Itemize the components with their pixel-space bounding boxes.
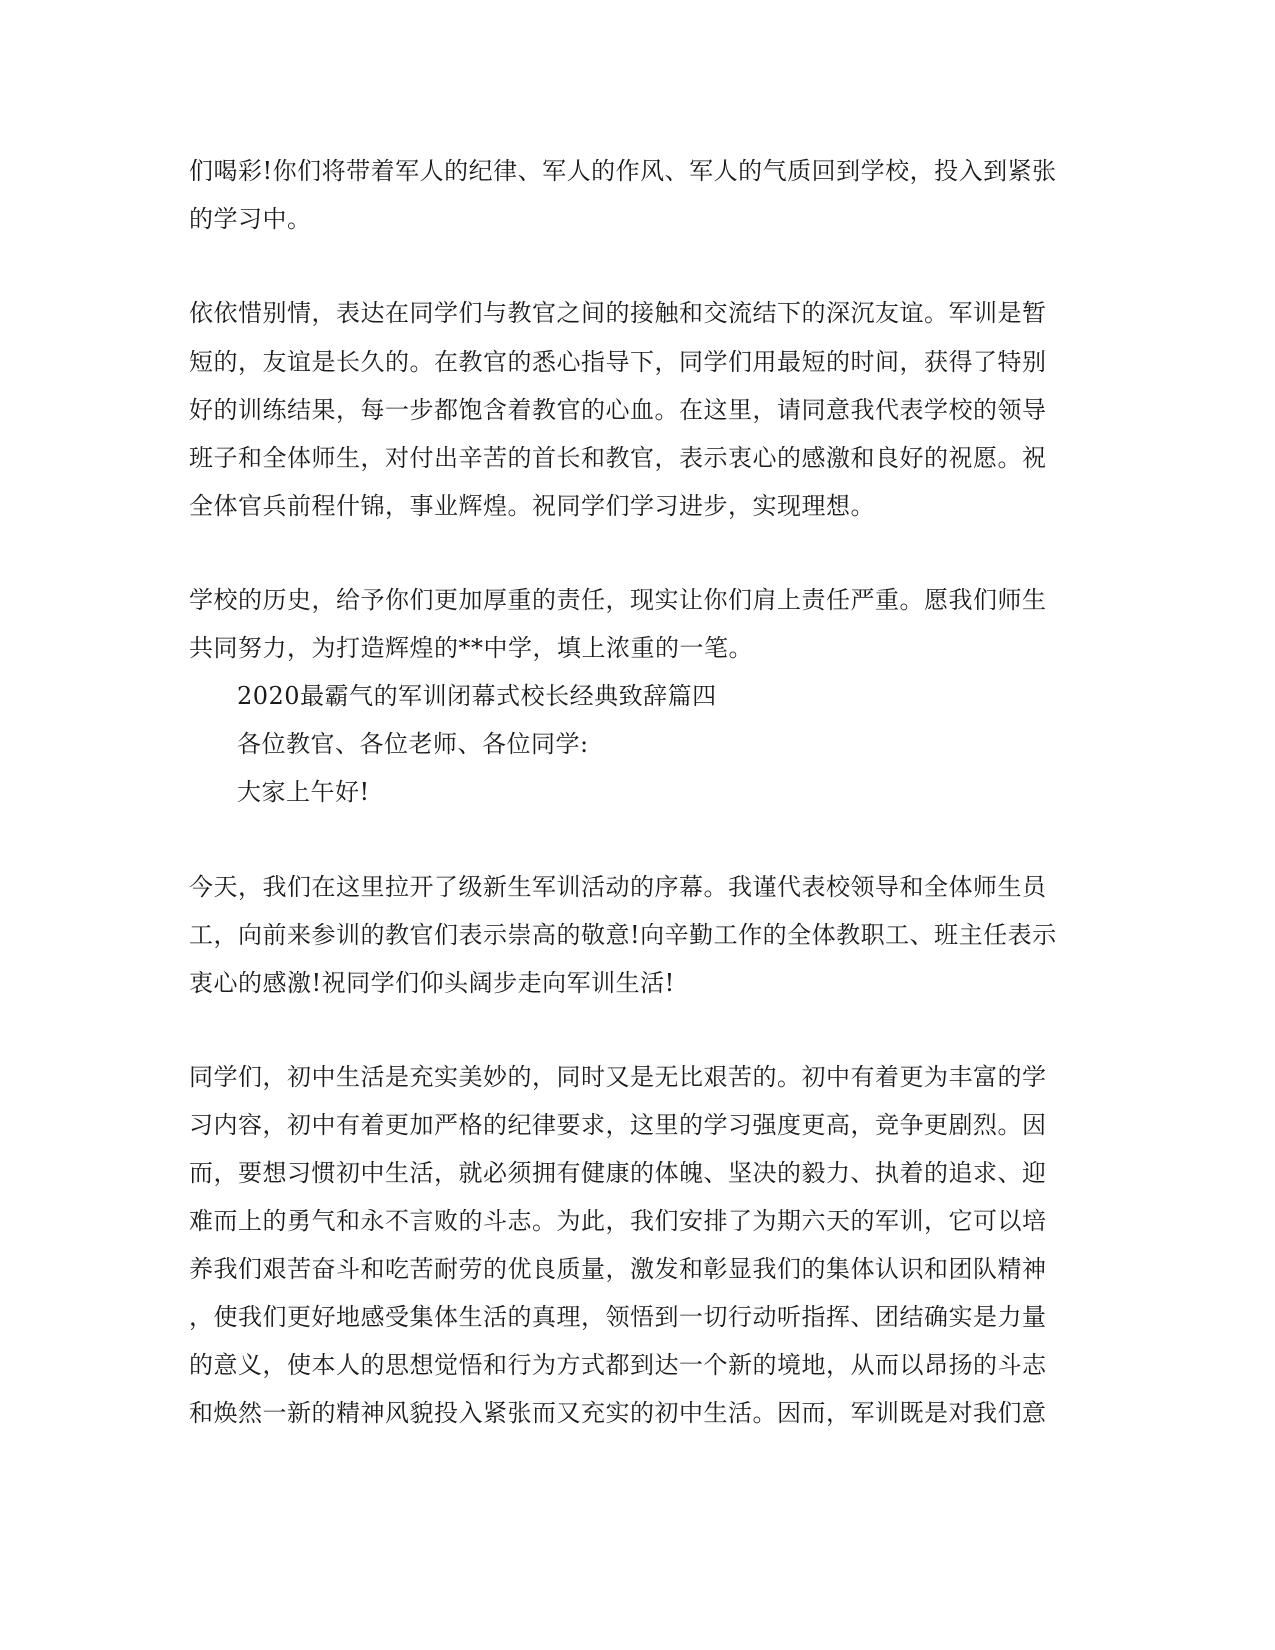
- paragraph-line: 好的训练结果，每一步都饱含着教官的心血。在这里，请同意我代表学校的领导: [189, 396, 1047, 424]
- paragraph-line: 全体官兵前程什锦，事业辉煌。祝同学们学习进步，实现理想。: [189, 492, 875, 520]
- paragraph-line: 和焕然一新的精神风貌投入紧张而又充实的初中生活。因而，军训既是对我们意: [189, 1399, 1047, 1427]
- paragraph-line: 的学习中。: [189, 205, 312, 233]
- paragraph-line: 班子和全体师生，对付出辛苦的首长和教官，表示衷心的感激和良好的祝愿。祝: [189, 444, 1047, 472]
- paragraph-line: 学校的历史，给予你们更加厚重的责任，现实让你们肩上责任严重。愿我们师生: [189, 586, 1047, 614]
- paragraph-line: 们喝彩!你们将带着军人的纪律、军人的作风、军人的气质回到学校，投入到紧张: [189, 157, 1057, 185]
- section-heading: 2020最霸气的军训闭幕式校长经典致辞篇四: [237, 682, 717, 710]
- paragraph-line: 而，要想习惯初中生活，就必须拥有健康的体魄、坚决的毅力、执着的追求、迎: [189, 1159, 1047, 1187]
- paragraph-line: 养我们艰苦奋斗和吃苦耐劳的优良质量，激发和彰显我们的集体认识和团队精神: [189, 1255, 1047, 1283]
- paragraph-line: 今天，我们在这里拉开了级新生军训活动的序幕。我谨代表校领导和全体师生员: [189, 873, 1047, 901]
- paragraph-line: 同学们，初中生活是充实美妙的，同时又是无比艰苦的。初中有着更为丰富的学: [189, 1063, 1047, 1091]
- paragraph-line: 衷心的感激!祝同学们仰头阔步走向军训生活!: [189, 969, 675, 997]
- paragraph-line: 短的，友谊是长久的。在教官的悉心指导下，同学们用最短的时间，获得了特别: [189, 348, 1047, 376]
- paragraph-line: 工，向前来参训的教官们表示崇高的敬意!向辛勤工作的全体教职工、班主任表示: [189, 921, 1057, 949]
- paragraph-line: ，使我们更好地感受集体生活的真理，领悟到一切行动听指挥、团结确实是力量: [189, 1303, 1047, 1331]
- paragraph-line: 难而上的勇气和永不言败的斗志。为此，我们安排了为期六天的军训，它可以培: [189, 1207, 1047, 1235]
- paragraph-line: 依依惜别情，表达在同学们与教官之间的接触和交流结下的深沉友谊。军训是暂: [189, 299, 1047, 327]
- paragraph-line: 的意义，使本人的思想觉悟和行为方式都到达一个新的境地，从而以昂扬的斗志: [189, 1351, 1047, 1379]
- paragraph-line: 习内容，初中有着更加严格的纪律要求，这里的学习强度更高，竞争更剧烈。因: [189, 1111, 1047, 1139]
- greeting: 大家上午好!: [237, 778, 370, 806]
- paragraph-line: 共同努力，为打造辉煌的**中学，填上浓重的一笔。: [189, 634, 753, 662]
- salutation: 各位教官、各位老师、各位同学:: [237, 730, 589, 758]
